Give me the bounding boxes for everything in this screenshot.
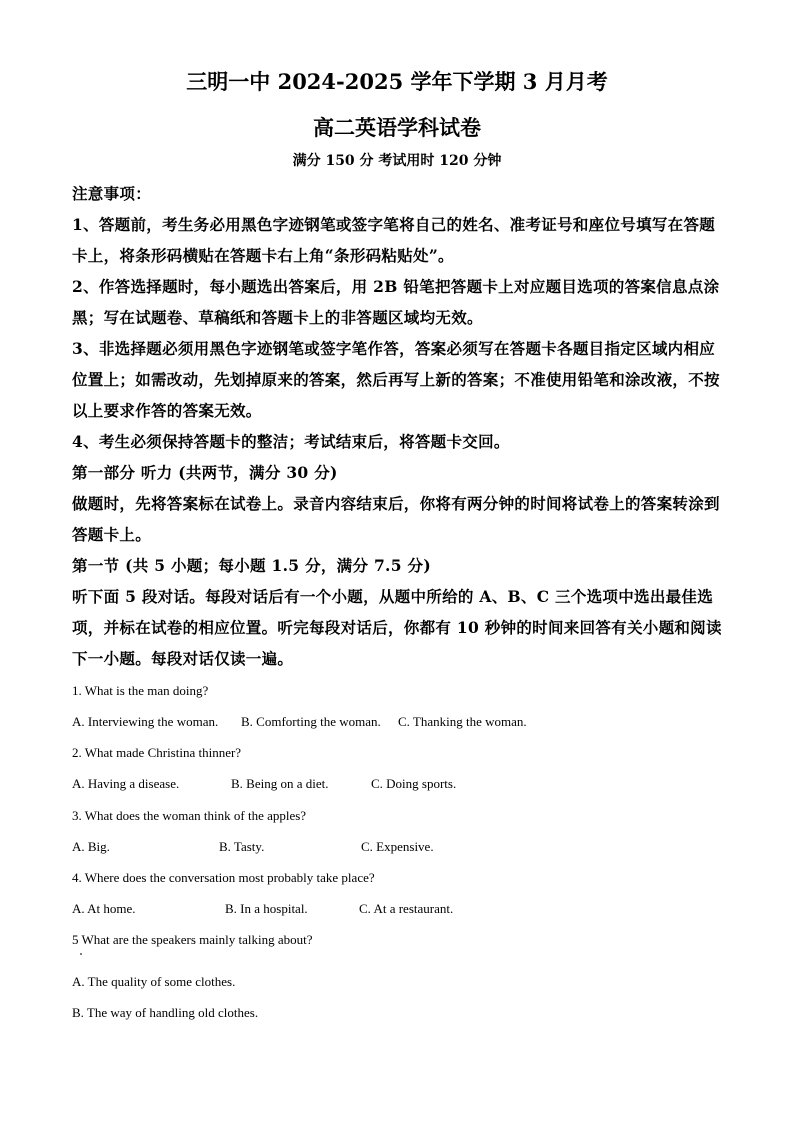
q3-option-a: A. Big.: [72, 839, 110, 854]
part1-heading: 第一部分 听力 (共两节，满分 30 分): [72, 463, 338, 482]
stray-dot-mark: [80, 953, 82, 955]
notice-heading: 注意事项：: [72, 184, 152, 203]
part1-instruction: 做题时，先将答案标在试卷上。录音内容结束后，你将有两分钟的时间将试卷上的答案转涂到答题卡上。: [72, 494, 720, 544]
exam-title: 三明一中 2024-2025 学年下学期 3 月月考: [186, 69, 608, 94]
q1-option-a: A. Interviewing the woman.: [72, 714, 219, 729]
question-2: 2. What made Christina thinner?: [72, 745, 242, 760]
q4-option-a: A. At home.: [72, 901, 136, 916]
q4-option-c: C. At a restaurant.: [359, 901, 454, 916]
notice-item-4: 4、考生必须保持答题卡的整洁；考试结束后，将答题卡交回。: [72, 432, 510, 451]
q1-option-c: C. Thanking the woman.: [398, 714, 527, 729]
notice-item-2: 2、作答选择题时，每小题选出答案后，用 2B 铅笔把答题卡上对应题目选项的答案信息点涂黑；写在试题卷、草稿纸和答题卡上的非答题区域均无效。: [72, 277, 720, 327]
notice-item-1: 1、答题前，考生务必用黑色字迹钢笔或签字笔将自己的姓名、准考证号和座位号填写在答题卡上，将条形码横贴在答题卡右上角“条形码粘贴处”。: [72, 215, 716, 265]
q2-option-c: C. Doing sports.: [371, 776, 457, 791]
exam-subtitle: 高二英语学科试卷: [313, 115, 481, 140]
q1-option-b: B. Comforting the woman.: [241, 714, 381, 729]
q2-option-b: B. Being on a diet.: [231, 776, 329, 791]
q4-option-b: B. In a hospital.: [225, 901, 308, 916]
question-4: 4. Where does the conversation most probably take place?: [72, 870, 375, 885]
q5-option-a: A. The quality of some clothes.: [72, 974, 236, 989]
section1-instruction: 听下面 5 段对话。每段对话后有一个小题，从题中所给的 A、B、C 三个选项中选出最佳选项，并标在试卷的相应位置。听完每段对话后，你都有 10 秒钟的时间来回答有关小题和阅读下一小题。每段对话仅读一遍。: [72, 587, 722, 668]
notice-item-3: 3、非选择题必须用黑色字迹钢笔或签字笔作答，答案必须写在答题卡各题目指定区域内相应位置上；如需改动，先划掉原来的答案，然后再写上新的答案；不准使用铅笔和涂改液，不按以上要求作答的答案无效。: [72, 339, 720, 420]
q5-option-b: B. The way of handling old clothes.: [72, 1005, 259, 1020]
q3-option-c: C. Expensive.: [361, 839, 434, 854]
question-5: 5 What are the speakers mainly talking about?: [72, 932, 313, 947]
question-1: 1. What is the man doing?: [72, 683, 209, 698]
score-time-line: 满分 150 分 考试用时 120 分钟: [292, 153, 502, 169]
question-3: 3. What does the woman think of the apples?: [72, 808, 307, 823]
section1-heading: 第一节 (共 5 小题；每小题 1.5 分，满分 7.5 分): [72, 556, 431, 575]
q2-option-a: A. Having a disease.: [72, 776, 180, 791]
q3-option-b: B. Tasty.: [219, 839, 265, 854]
